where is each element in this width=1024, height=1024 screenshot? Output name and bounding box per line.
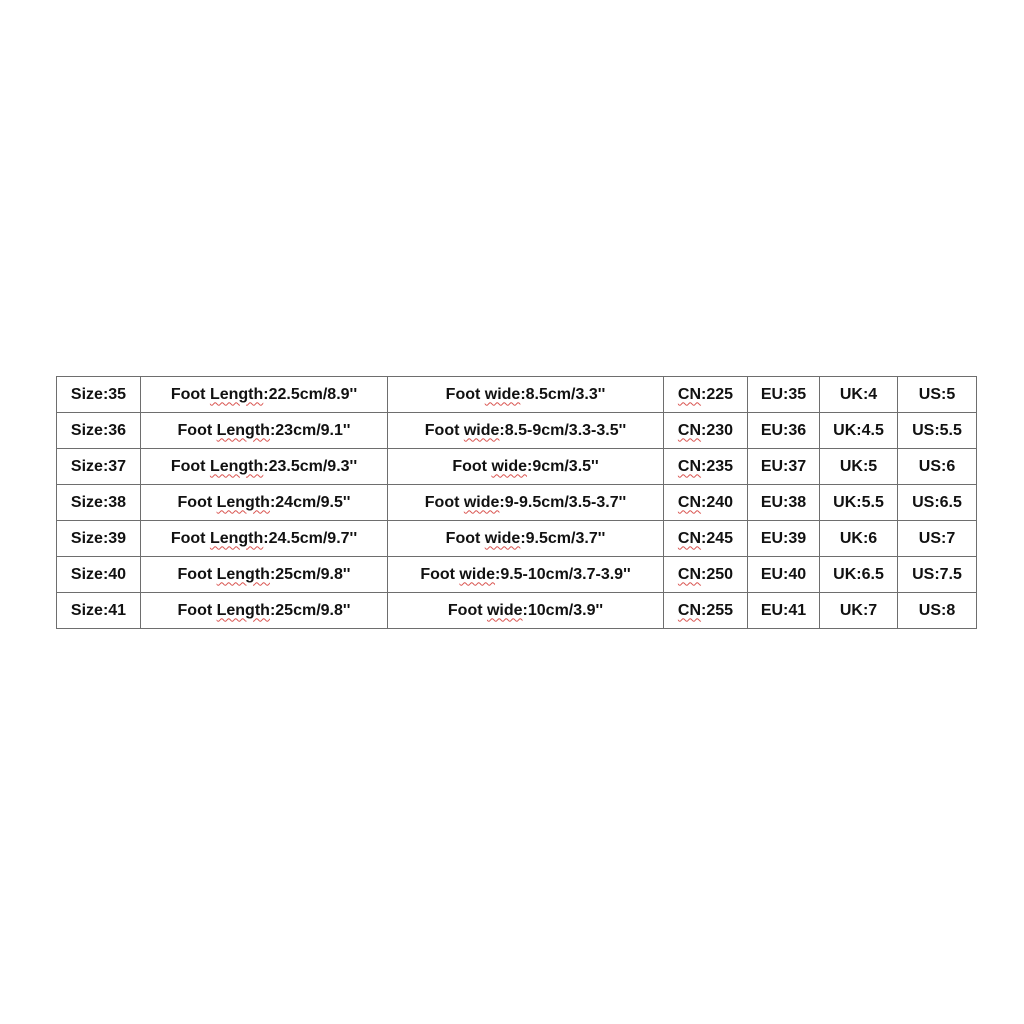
cn-value: :235: [701, 457, 734, 475]
table-row: [57, 521, 977, 557]
size-cell: Size:38: [57, 485, 141, 521]
foot-length-word: Length: [216, 421, 270, 439]
foot-wide-cell: [388, 377, 664, 413]
uk-cell: UK:4.5: [820, 413, 898, 449]
foot-wide-label: Foot: [447, 601, 487, 619]
us-cell: US:6.5: [898, 485, 977, 521]
size-cell: Size:40: [57, 557, 141, 593]
foot-wide-value: :8.5-9cm/3.3-3.5'': [499, 421, 627, 439]
table-row: [57, 485, 977, 521]
foot-wide-cell: [388, 413, 664, 449]
foot-length-cell: [141, 485, 388, 521]
table-row: [57, 413, 977, 449]
foot-length-value: :25cm/9.8'': [269, 565, 351, 583]
foot-wide-label: Foot: [424, 493, 464, 511]
eu-cell: EU:39: [748, 521, 820, 557]
cn-cell: [664, 377, 748, 413]
uk-cell: UK:7: [820, 593, 898, 629]
uk-cell: UK:6: [820, 521, 898, 557]
foot-length-cell: [141, 521, 388, 557]
cn-value: :245: [701, 529, 734, 547]
cn-label: CN: [677, 385, 702, 403]
foot-length-cell: [141, 449, 388, 485]
foot-wide-cell: [388, 521, 664, 557]
foot-length-label: Foot: [177, 601, 217, 619]
foot-length-word: Length: [216, 601, 270, 619]
foot-wide-cell: [388, 593, 664, 629]
foot-length-value: :25cm/9.8'': [269, 601, 351, 619]
size-cell: Size:39: [57, 521, 141, 557]
eu-cell: EU:40: [748, 557, 820, 593]
foot-wide-value: :9.5cm/3.7'': [520, 529, 606, 547]
foot-length-cell: [141, 413, 388, 449]
cn-cell: [664, 449, 748, 485]
cn-label: CN: [677, 529, 702, 547]
size-cell: Size:36: [57, 413, 141, 449]
foot-wide-word: wide: [484, 529, 521, 547]
size-cell: Size:35: [57, 377, 141, 413]
size-chart-table: [56, 376, 977, 629]
foot-length-label: Foot: [177, 421, 217, 439]
us-cell: US:5.5: [898, 413, 977, 449]
foot-wide-word: wide: [463, 493, 500, 511]
size-cell: Size:37: [57, 449, 141, 485]
cn-label: CN: [677, 493, 702, 511]
foot-length-word: Length: [216, 493, 270, 511]
uk-cell: UK:5: [820, 449, 898, 485]
us-cell: US:7.5: [898, 557, 977, 593]
foot-length-label: Foot: [170, 385, 210, 403]
eu-cell: EU:38: [748, 485, 820, 521]
foot-wide-value: :8.5cm/3.3'': [520, 385, 606, 403]
foot-length-label: Foot: [170, 457, 210, 475]
cn-cell: [664, 485, 748, 521]
eu-cell: EU:37: [748, 449, 820, 485]
foot-length-label: Foot: [170, 529, 210, 547]
cn-value: :250: [701, 565, 734, 583]
table-row: [57, 377, 977, 413]
cn-value: :240: [701, 493, 734, 511]
foot-wide-label: Foot: [445, 529, 485, 547]
cn-cell: [664, 593, 748, 629]
cn-cell: [664, 413, 748, 449]
cn-value: :230: [701, 421, 734, 439]
foot-length-word: Length: [216, 565, 270, 583]
us-cell: US:8: [898, 593, 977, 629]
table-row: [57, 557, 977, 593]
foot-length-cell: [141, 377, 388, 413]
size-cell: Size:41: [57, 593, 141, 629]
eu-cell: EU:35: [748, 377, 820, 413]
foot-wide-cell: [388, 449, 664, 485]
foot-wide-word: wide: [486, 601, 523, 619]
foot-wide-cell: [388, 485, 664, 521]
foot-wide-cell: [388, 557, 664, 593]
foot-wide-label: Foot: [424, 421, 464, 439]
cn-label: CN: [677, 601, 702, 619]
foot-wide-label: Foot: [445, 385, 485, 403]
foot-length-word: Length: [209, 385, 264, 403]
foot-length-word: Length: [209, 529, 264, 547]
uk-cell: UK:4: [820, 377, 898, 413]
foot-wide-value: :10cm/3.9'': [522, 601, 604, 619]
foot-length-word: Length: [209, 457, 264, 475]
cn-cell: [664, 557, 748, 593]
cn-cell: [664, 521, 748, 557]
foot-length-value: :23cm/9.1'': [269, 421, 351, 439]
cn-label: CN: [677, 421, 702, 439]
cn-label: CN: [677, 565, 702, 583]
us-cell: US:5: [898, 377, 977, 413]
table-row: [57, 449, 977, 485]
cn-label: CN: [677, 457, 702, 475]
foot-wide-word: wide: [491, 457, 527, 475]
foot-length-value: :24.5cm/9.7'': [263, 529, 358, 547]
foot-wide-label: Foot: [420, 565, 460, 583]
us-cell: US:6: [898, 449, 977, 485]
size-chart-body: [57, 377, 977, 629]
foot-wide-value: :9.5-10cm/3.7-3.9'': [494, 565, 631, 583]
cn-value: :225: [701, 385, 734, 403]
eu-cell: EU:36: [748, 413, 820, 449]
uk-cell: UK:5.5: [820, 485, 898, 521]
foot-length-cell: [141, 557, 388, 593]
cn-value: :255: [701, 601, 734, 619]
foot-wide-word: wide: [463, 421, 500, 439]
foot-length-label: Foot: [177, 493, 217, 511]
foot-length-value: :24cm/9.5'': [269, 493, 351, 511]
table-row: [57, 593, 977, 629]
uk-cell: UK:6.5: [820, 557, 898, 593]
us-cell: US:7: [898, 521, 977, 557]
foot-wide-word: wide: [459, 565, 495, 583]
foot-wide-label: Foot: [452, 457, 492, 475]
foot-length-value: :23.5cm/9.3'': [263, 457, 358, 475]
foot-length-label: Foot: [177, 565, 217, 583]
foot-length-cell: [141, 593, 388, 629]
foot-wide-value: :9-9.5cm/3.5-3.7'': [499, 493, 627, 511]
eu-cell: EU:41: [748, 593, 820, 629]
foot-wide-value: :9cm/3.5'': [527, 457, 599, 475]
foot-wide-word: wide: [484, 385, 521, 403]
foot-length-value: :22.5cm/8.9'': [263, 385, 358, 403]
